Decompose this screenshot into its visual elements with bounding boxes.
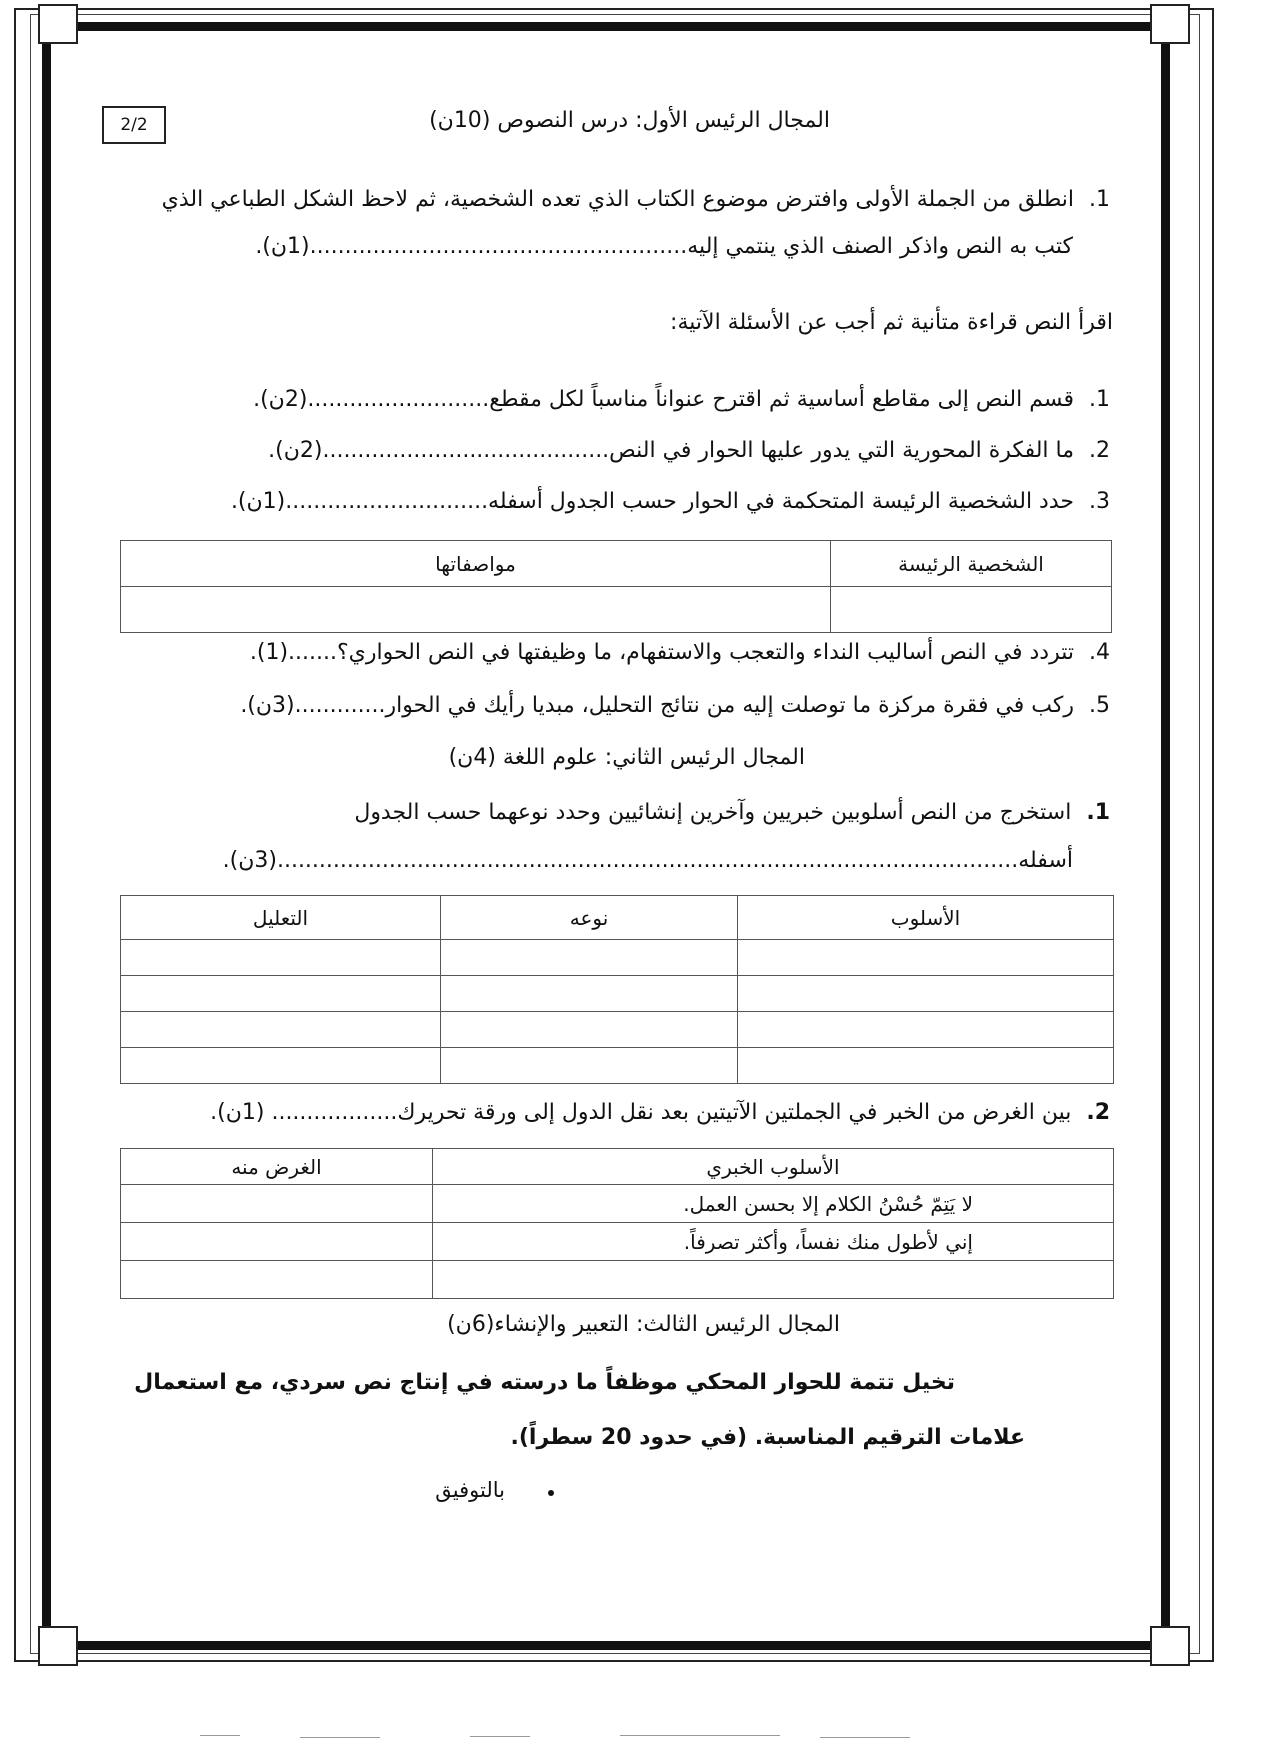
table-cell xyxy=(121,1048,441,1084)
section2-question1 xyxy=(130,800,1110,825)
table-cell xyxy=(121,1261,433,1299)
table-cell xyxy=(121,976,441,1012)
table-cell: إني لأطول منك نفساً، وأكثر تصرفاً. xyxy=(433,1223,1114,1261)
table-header: الأسلوب الخبري xyxy=(433,1149,1114,1185)
section2-question1-line2: أسفله..........................................................................................................(3ن). xyxy=(222,848,1073,873)
scan-artifact xyxy=(200,1735,240,1736)
bullet-dot xyxy=(548,1490,554,1496)
table-header: مواصفاتها xyxy=(121,541,831,587)
intro-question-line1 xyxy=(140,187,1110,212)
section2-title: المجال الرئيس الثاني: علوم اللغة (4ن) xyxy=(448,745,805,770)
table-cell: لا يَتِمّ حُسْنُ الكلام إلا بحسن العمل. xyxy=(433,1185,1114,1223)
question-text: ما الفكرة المحورية التي يدور عليها الحوار في النص.........................................(2ن). xyxy=(268,438,1074,463)
table-cell xyxy=(121,940,441,976)
table-cell xyxy=(831,587,1112,633)
reading-instruction: اقرأ النص قراءة متأنية ثم أجب عن الأسئلة الآتية: xyxy=(670,310,1113,335)
page-number: 2/2 xyxy=(102,106,166,144)
closing-wish: بالتوفيق xyxy=(435,1478,505,1502)
question-item xyxy=(130,640,1110,665)
scan-artifact xyxy=(470,1736,530,1737)
corner-ornament xyxy=(38,1626,78,1666)
intro-question-text: انطلق من الجملة الأولى وافترض موضوع الكتاب الذي تعده الشخصية، ثم لاحظ الشكل الطباعي الذي xyxy=(161,187,1074,212)
table-cell xyxy=(121,1223,433,1261)
table-cell xyxy=(441,940,738,976)
table-cell xyxy=(121,587,831,633)
question-text: حدد الشخصية الرئيسة المتحكمة في الحوار حسب الجدول أسفله.............................(1ن). xyxy=(230,489,1074,514)
table-header: نوعه xyxy=(441,896,738,940)
composition-instruction-line2: علامات الترقيم المناسبة. (في حدود 20 سطراً). xyxy=(510,1425,1025,1450)
intro-question-number: 1. xyxy=(1089,187,1110,212)
table-cell xyxy=(441,976,738,1012)
question-number: 2. xyxy=(1086,1100,1110,1125)
table-cell xyxy=(738,940,1114,976)
question-text: قسم النص إلى مقاطع أساسية ثم اقترح عنواناً مناسباً لكل مقطع..........................(2ن). xyxy=(253,387,1074,412)
scan-artifact xyxy=(300,1737,380,1738)
scan-artifact xyxy=(820,1737,910,1738)
corner-ornament xyxy=(38,4,78,44)
question-text: تتردد في النص أساليب النداء والتعجب والاستفهام، ما وظيفتها في النص الحواري؟.......(1). xyxy=(249,640,1074,665)
table-header: الشخصية الرئيسة xyxy=(831,541,1112,587)
table-cell xyxy=(121,1012,441,1048)
scan-artifact xyxy=(620,1735,780,1736)
question-number: 4. xyxy=(1089,640,1110,665)
table-cell xyxy=(433,1261,1114,1299)
intro-question-line2: كتب به النص واذكر الصنف الذي ينتمي إليه......................................................(1ن). xyxy=(255,234,1073,259)
table-header: التعليل xyxy=(121,896,441,940)
question-item xyxy=(140,387,1110,412)
table-cell xyxy=(441,1012,738,1048)
table-cell xyxy=(441,1048,738,1084)
table-header: الغرض منه xyxy=(121,1149,433,1185)
question-text: بين الغرض من الخبر في الجملتين الآتيتين بعد نقل الدول إلى ورقة تحريرك.................. (1ن). xyxy=(210,1100,1072,1125)
question-text: ركب في فقرة مركزة ما توصلت إليه من نتائج التحليل، مبديا رأيك في الحوار.............(3ن). xyxy=(240,693,1074,718)
styles-table xyxy=(120,895,1114,1084)
question-number: 3. xyxy=(1089,489,1110,514)
question-number: 1. xyxy=(1086,800,1110,825)
question-item xyxy=(140,489,1110,514)
table-header: الأسلوب xyxy=(738,896,1114,940)
main-character-table xyxy=(120,540,1112,633)
question-number: 2. xyxy=(1089,438,1110,463)
section2-question2 xyxy=(140,1100,1110,1125)
question-number: 5. xyxy=(1089,693,1110,718)
section1-title: المجال الرئيس الأول: درس النصوص (10ن) xyxy=(429,108,830,133)
section3-title: المجال الرئيس الثالث: التعبير والإنشاء(6ن) xyxy=(447,1312,840,1337)
table-cell xyxy=(121,1185,433,1223)
table-cell xyxy=(738,1012,1114,1048)
question-text: استخرج من النص أسلوبين خبريين وآخرين إنشائيين وحدد نوعهما حسب الجدول xyxy=(354,800,1072,825)
question-item xyxy=(130,693,1110,718)
table-cell xyxy=(738,1048,1114,1084)
question-number: 1. xyxy=(1089,387,1110,412)
table-cell xyxy=(738,976,1114,1012)
composition-instruction-line1: تخيل تتمة للحوار المحكي موظفاً ما درسته في إنتاج نص سردي، مع استعمال xyxy=(134,1370,955,1395)
page-border-thick xyxy=(42,22,1170,1650)
corner-ornament xyxy=(1150,1626,1190,1666)
corner-ornament xyxy=(1150,4,1190,44)
question-item xyxy=(140,438,1110,463)
declarative-purpose-table xyxy=(120,1148,1114,1299)
